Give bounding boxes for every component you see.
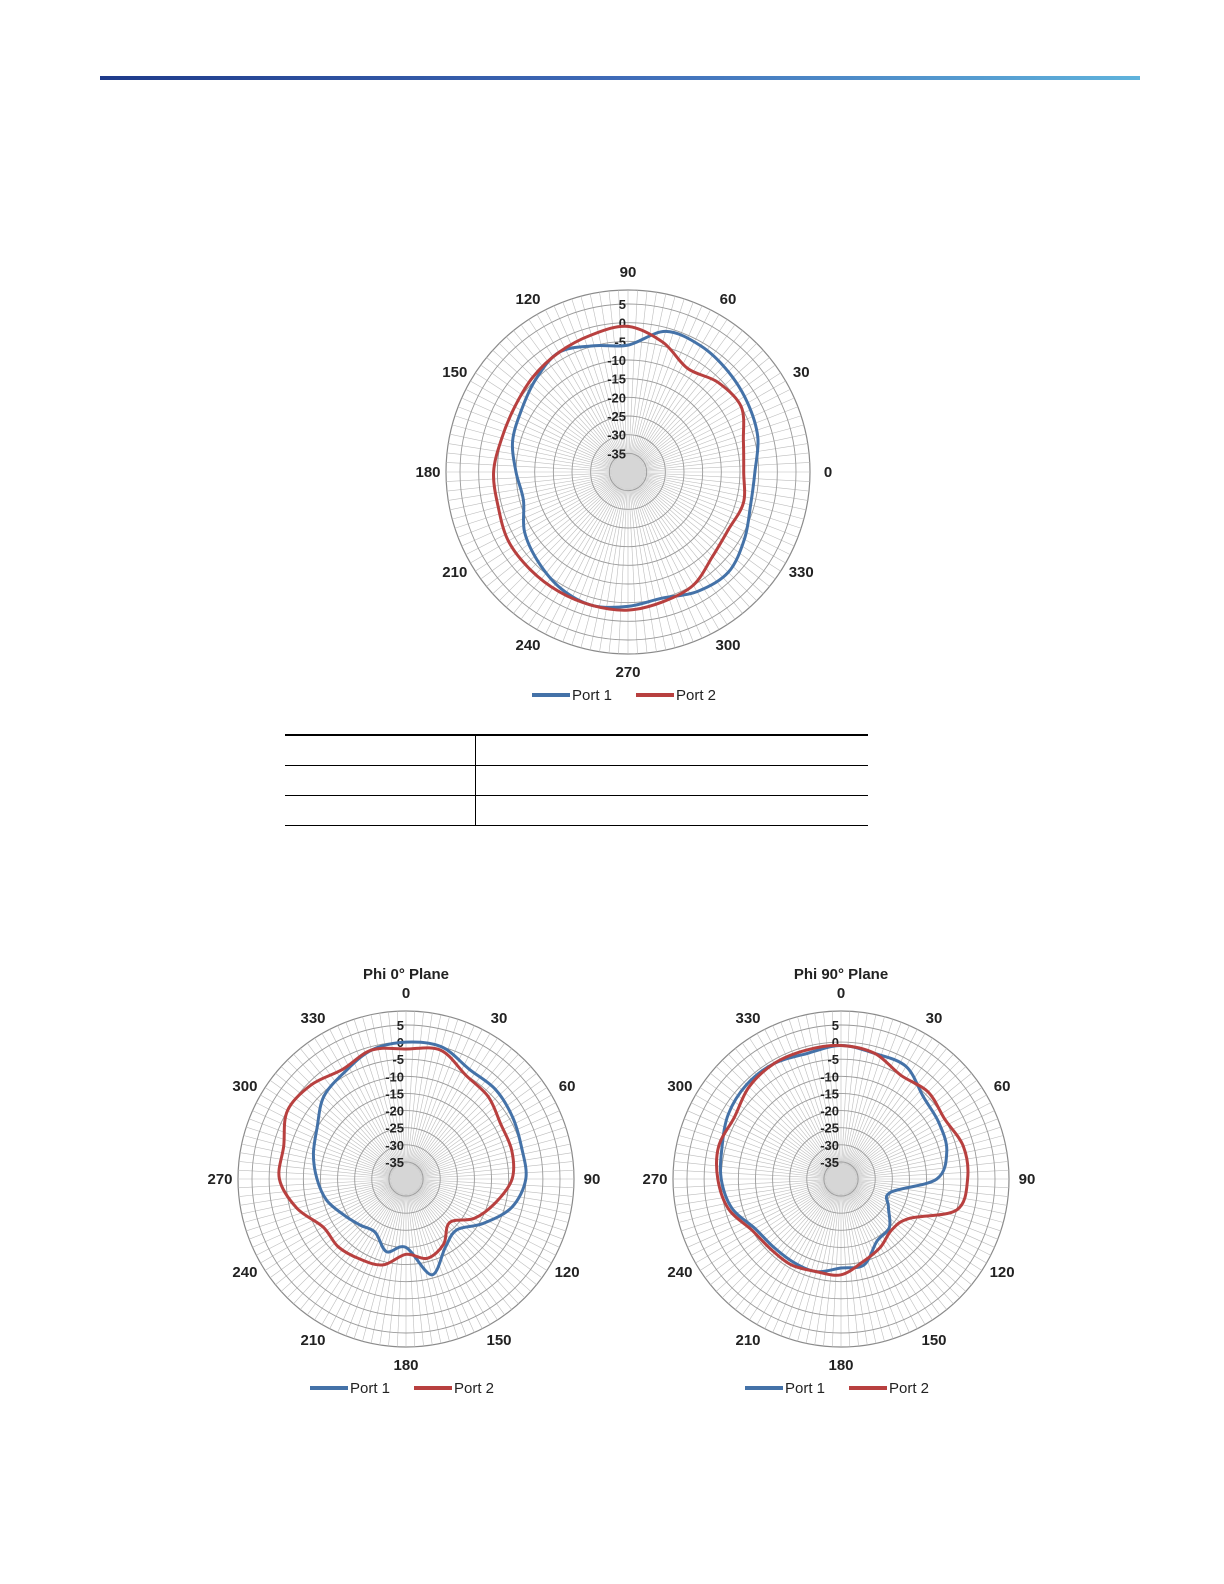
r-tick-label: -10 [385, 1069, 404, 1085]
grid-spoke [275, 1073, 401, 1175]
theta-tick-label: 270 [615, 664, 641, 681]
r-tick-label: -35 [607, 446, 626, 462]
theta-tick-label: 30 [925, 1009, 943, 1027]
r-tick-label: -30 [607, 427, 626, 443]
r-axis-labels [607, 297, 626, 461]
grid-spoke [846, 1095, 986, 1176]
grid-spoke [481, 365, 623, 468]
r-tick-label: 5 [831, 1018, 839, 1033]
grid-spoke [846, 1080, 977, 1175]
grid-spoke [487, 476, 624, 587]
theta-tick-label: 0 [823, 464, 833, 481]
grid-spoke [632, 331, 743, 468]
legend-label: Port 2 [454, 1380, 495, 1397]
grid-spoke [270, 1183, 401, 1278]
grid-spoke [529, 477, 625, 625]
grid-spoke [742, 1184, 837, 1315]
r-tick-label: -35 [385, 1154, 404, 1170]
grid-spoke [634, 474, 801, 528]
grid-spoke [275, 1183, 401, 1285]
grid-spoke [409, 1184, 490, 1324]
grid-spoke [410, 1184, 505, 1315]
theta-tick-label: 270 [642, 1171, 668, 1188]
theta-tick-label: 330 [788, 564, 814, 581]
table-cell [476, 766, 869, 796]
r-tick-label: -35 [820, 1154, 839, 1170]
polar-chart-svg [642, 960, 1045, 1410]
polar-chart-svg [207, 960, 610, 1410]
r-tick-label: 5 [618, 297, 626, 312]
grid-spoke [410, 1043, 505, 1174]
legend-label: Port 1 [572, 687, 613, 704]
r-tick-label: 0 [618, 315, 626, 331]
grid-spoke [757, 1184, 838, 1324]
header-rule [100, 76, 1140, 80]
grid-spoke [487, 357, 624, 468]
grid-spoke [735, 1184, 837, 1310]
theta-tick-label: 90 [619, 264, 637, 281]
table-cell [476, 796, 869, 826]
theta-tick-label: 330 [735, 1009, 761, 1027]
theta-tick-label: 300 [715, 637, 741, 655]
r-tick-label: -30 [820, 1137, 839, 1153]
theta-tick-label: 240 [515, 637, 541, 655]
table-cell [476, 735, 869, 766]
grid-spoke [411, 1080, 542, 1175]
grid-spoke [845, 1043, 940, 1174]
grid-spoke [696, 1182, 836, 1263]
legend-label: Port 1 [350, 1380, 391, 1397]
theta-tick-label: 210 [442, 564, 468, 581]
r-tick-label: -25 [607, 409, 626, 424]
r-tick-label: 5 [396, 1018, 404, 1033]
grid-spoke [710, 1183, 836, 1285]
theta-tick-label: 60 [993, 1078, 1011, 1095]
grid-spoke [846, 1183, 972, 1285]
theta-tick-label: 150 [486, 1332, 512, 1350]
grid-spoke [845, 1184, 947, 1310]
r-tick-label: -15 [607, 371, 626, 387]
grid-spoke [633, 381, 785, 469]
grid-spoke [455, 474, 622, 528]
grid-spoke [572, 478, 626, 645]
r-tick-label: -5 [392, 1052, 404, 1068]
grid-spoke [845, 1184, 940, 1315]
r-tick-label: -25 [385, 1120, 404, 1136]
polar-chart-svg [415, 264, 833, 720]
grid-spoke [630, 478, 684, 645]
theta-tick-label: 0 [836, 985, 846, 1002]
r-tick-label: -10 [820, 1069, 839, 1085]
grid-spoke [633, 475, 781, 571]
polar-chart-phi90 [642, 960, 1045, 1410]
grid-spoke [632, 325, 735, 467]
r-tick-label: -15 [385, 1086, 404, 1102]
grid-spoke [322, 1184, 403, 1324]
grid-spoke [630, 299, 684, 466]
legend [745, 1380, 929, 1397]
legend-label: Port 2 [676, 687, 717, 704]
theta-tick-label: 270 [207, 1171, 233, 1188]
chart-title: Phi 0° Plane [362, 966, 450, 983]
grid-spoke [632, 477, 735, 619]
polar-grid [673, 1011, 1009, 1350]
theta-tick-label: 240 [667, 1264, 693, 1281]
grid-spoke [634, 416, 801, 470]
table-row [285, 766, 868, 796]
chart-title: Phi 90° Plane [793, 966, 889, 983]
r-tick-label: -20 [385, 1103, 404, 1119]
grid-spoke [409, 1034, 490, 1174]
grid-spoke [844, 1034, 925, 1174]
theta-tick-label: 300 [232, 1078, 258, 1095]
polar-grid [238, 1011, 574, 1350]
theta-tick-label: 210 [735, 1332, 761, 1350]
theta-tick-label: 30 [792, 364, 810, 381]
theta-tick-label: 180 [415, 464, 441, 481]
grid-spoke [844, 1184, 925, 1324]
theta-tick-label: 90 [583, 1171, 601, 1188]
theta-tick-label: 150 [442, 364, 468, 381]
legend-label: Port 2 [889, 1380, 930, 1397]
r-tick-label: -15 [820, 1086, 839, 1102]
theta-tick-label: 0 [401, 985, 411, 1002]
theta-tick-label: 90 [1018, 1171, 1036, 1188]
r-tick-label: 0 [831, 1035, 839, 1051]
legend [532, 687, 716, 704]
r-tick-label: -20 [820, 1103, 839, 1119]
theta-tick-label: 120 [989, 1264, 1015, 1281]
theta-tick-label: 30 [490, 1009, 508, 1027]
table-row [285, 796, 868, 826]
theta-tick-label: 150 [921, 1332, 947, 1350]
r-tick-label: -10 [607, 353, 626, 368]
grid-spoke [475, 475, 623, 571]
data-table [285, 734, 868, 826]
grid-spoke [633, 475, 785, 563]
theta-tick-label: 60 [719, 290, 737, 308]
grid-spoke [411, 1073, 537, 1175]
table-cell [285, 735, 476, 766]
grid-spoke [411, 1095, 551, 1176]
grid-spoke [411, 1182, 551, 1263]
grid-spoke [633, 476, 770, 587]
polar-chart-azimuth [415, 264, 833, 720]
grid-spoke [455, 416, 622, 470]
theta-tick-label: 60 [558, 1078, 576, 1095]
r-axis-labels [820, 1018, 839, 1170]
grid-spoke [846, 1073, 972, 1175]
r-tick-label: -20 [607, 390, 626, 406]
r-tick-label: -30 [385, 1137, 404, 1153]
theta-tick-label: 180 [828, 1357, 854, 1374]
grid-spoke [470, 381, 622, 469]
table-cell [285, 766, 476, 796]
r-tick-label: -5 [614, 334, 626, 350]
r-axis-labels [385, 1018, 404, 1170]
legend [310, 1380, 494, 1397]
table-cell [285, 796, 476, 826]
r-tick-label: -5 [827, 1052, 839, 1068]
grid-spoke [261, 1182, 401, 1263]
theta-tick-label: 300 [667, 1078, 693, 1095]
theta-tick-label: 180 [393, 1357, 419, 1374]
theta-tick-label: 120 [554, 1264, 580, 1281]
legend-label: Port 1 [785, 1380, 826, 1397]
grid-spoke [300, 1184, 402, 1310]
table-row [285, 735, 868, 766]
grid-spoke [631, 319, 727, 467]
theta-tick-label: 120 [515, 290, 541, 308]
r-tick-label: 0 [396, 1035, 404, 1051]
theta-tick-label: 240 [232, 1264, 258, 1281]
grid-spoke [307, 1184, 402, 1315]
theta-tick-label: 330 [300, 1009, 326, 1027]
r-tick-label: -25 [820, 1120, 839, 1136]
theta-tick-label: 210 [300, 1332, 326, 1350]
grid-spoke [411, 1183, 542, 1278]
polar-chart-phi0 [207, 960, 610, 1410]
grid-spoke [270, 1080, 401, 1175]
